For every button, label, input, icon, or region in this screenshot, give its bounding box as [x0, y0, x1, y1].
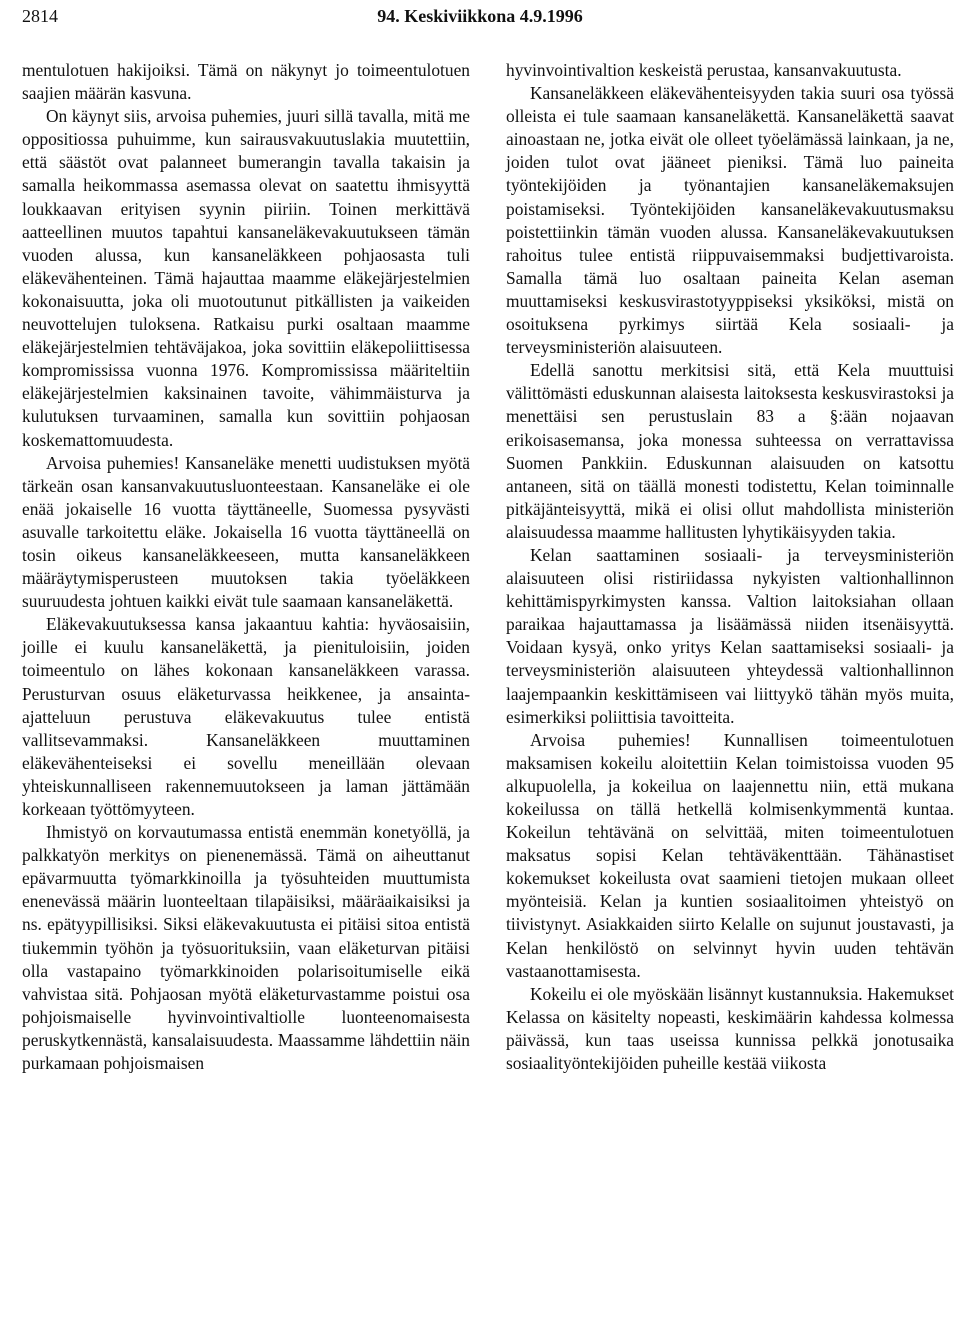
paragraph: Kokeilu ei ole myöskään lisännyt kustannuksia. Hakemukset Kelassa on käsitelty nopeasti, keskimäärin kahdessa kolmessa päivässä, kun taas useissa kunnissa pelkkä jonotusaika sosiaalityöntekijöiden puheille kestää viikosta — [506, 983, 954, 1074]
left-column — [22, 59, 470, 1075]
paragraph: mentulotuen hakijoiksi. Tämä on näkynyt jo toimeentulotuen saajien määrän kasvuna. — [22, 60, 470, 104]
paragraph: On käynyt siis, arvoisa puhemies, juuri sillä tavalla, mitä me oppositiossa puhuimme, kun sairausvakuutuslakia muutettiin, että säästöt ovat palanneet bumerangin tavalla takaisin ja samalla heikommassa asemassa olevat on saatettu ihmisyyttä loukkaavan erityisen syynin piiriin. Toinen merkittävä aatteellinen muutos tapahtui kansaneläkevakuutukseen tämän vuoden alussa, kun kansaneläkkeen pohjaosasta tuli eläkevähenteinen. Tämä hajauttaa maamme eläkejärjestelmien kokonaisuutta, joka oli muotoutunut pitkällisten ja vaikeiden neuvottelujen tuloksena. Ratkaisu purki osaltaan maamme eläkejärjestelmien tehtäväjakoa, joka sovittiin eläkepoliittisessa kompromississa vuonna 1976. Kompromississa määriteltiin eläkejärjestelmien kaksinainen tavoite, vähimmäisturva ja kulutuksen turvaaminen, samalla kun sovittiin pohjaosan koskemattomuudesta. — [22, 106, 470, 450]
paragraph: Eläkevakuutuksessa kansa jakaantuu kahtia: hyväosaisiin, joille ei kuulu kansaneläkettä, ja pienituloisiin, joiden toimeentulo on lähes kokonaan kansaneläkkeen varassa. Perusturvan osuus eläketurvassa heikkenee, ja ansainta-ajatteluun perustuva eläkevakuutus tulee entistä vallitsevammaksi. Kansaneläkkeen muuttaminen eläkevähenteiseksi ei sovellu meneillään olevaan yhteiskunnalliseen rakennemuutokseen ja laman jättämään korkeaan työttömyyteen. — [22, 614, 470, 819]
paragraph: Ihmistyö on korvautumassa entistä enemmän konetyöllä, ja palkkatyön merkitys on pienenemässä. Tämä on aiheuttanut epävarmuutta työmarkkinoilla ja työsuhteiden muuttumista enenevässä määrin luonteeltaan tilapäisiksi, määräaikaisiksi ja ns. epätyypillisiksi. Siksi eläkevakuutusta ei pitäisi sitoa entistä tiukemmin työhön ja työsuorituksiin, vaan eläketurvan pitäisi olla vastapaino työmarkkinoiden polarisoitumiselle eikä vahvistaa sitä. Pohjaosan myötä eläketurvastamme poistui osa pohjoismaiselle hyvinvointivaltiolle luonteenomaisesta peruskytkennästä, kansalaisuudesta. Maassamme lähdettiin näin purkamaan pohjoismaisen — [22, 822, 470, 1074]
paragraph: Arvoisa puhemies! Kunnallisen toimeentulotuen maksamisen kokeilu aloitettiin Kelan toimistoissa vuoden 95 alkupuolella, ja kokeilua on laajennettu niin, että mukana kokeilussa on tällä hetkellä kolmisenkymmentä kuntaa. Kokeilun tehtävänä on selvittää, miten toimeentulotuen maksatus sopisi Kelan tehtäväkenttään. Tähänastiset kokemukset kokeilusta ovat saamieni tietojen mukaan olleet myönteisiä. Kelan ja kuntien sosiaalitoimen yhteistyö on tiivistynyt. Asiakkaiden siirto Kelalle on sujunut joustavasti, ja Kelan henkilöstö on selvinnyt hyvin uuden tehtävän vastaanottamisesta. — [506, 729, 954, 981]
paragraph: Kansaneläkkeen eläkevähenteisyyden takia suuri osa työssä olleista ei tule saamaan kansaneläkettä. Kansaneläkettä saavat ainoastaan ne, jotka eivät ole olleet työelämässä lainkaan, ja ne, joiden tulot ovat jääneet pieniksi. Tämä luo paineita työntekijöiden ja työnantajien kansaneläkemaksujen poistamiseksi. Työntekijöiden kansaneläkevakuutusmaksu poistettiinkin tämän vuoden alussa. Kansaneläkevakuutuksen rahoitus tulee entistä riippuvaisemmaksi budjettivaroista. Samalla tämä luo osaltaan paineita Kelan aseman muuttamiseksi keskusvirastotyyppiseksi yksiköksi, mistä on osoituksena pyrkimys siirtää Kela sosiaali- ja terveysministeriön alaisuuteen. — [506, 83, 954, 358]
paragraph: Arvoisa puhemies! Kansaneläke menetti uudistuksen myötä tärkeän osan kansanvakuutusluonteestaan. Kansaneläke ei ole enää jokaiselle 16 vuotta täyttäneelle, Suomessa pysyvästi asuvalle tarkoitettu eläke. Jokaisella 16 vuotta täyttäneellä on tosin oikeus kansaneläkkeeseen, mutta kansaneläkkeen määräytymisperusteen muutoksen takia työeläkkeen suuruudesta johtuen kaikki eivät tule saamaan kansaneläkettä. — [22, 452, 470, 612]
page-header — [22, 6, 938, 32]
right-column — [506, 59, 954, 1075]
issue-title: 94. Keskiviikkona 4.9.1996 — [377, 6, 583, 26]
paragraph: hyvinvointivaltion keskeistä perustaa, kansanvakuutusta. — [506, 60, 902, 80]
paragraph: Kelan saattaminen sosiaali- ja terveysministeriön alaisuuteen olisi ristiriidassa nykyisten valtionhallinnon kehittämispyrkimysten kanssa. Valtion laitoksiahan ollaan paraikaa hajauttamassa ja lisäämässä niiden itsenäisyyttä. Voidaan kysyä, onko yritys Kelan saattamiseksi sosiaali- ja terveysministeriön alaisuuteen yhteydessä valtionhallinnon laajempaankin keskittämiseen vai liittyykö tähän myös muita, esimerkiksi poliittisia tavoitteita. — [506, 544, 954, 727]
paragraph: Edellä sanottu merkitsisi sitä, että Kela muuttuisi välittömästi eduskunnan alaisesta laitoksesta keskusvirastoksi ja menettäisi sen perustuslain 83 a §:ään nojaavan erikoisasemansa, joka monessa suhteessa on verrattavissa Suomen Pankkiin. Eduskunnan alaisuuden on katsottu antaneen, sitä on täällä monesti todistettu, Kelan toiminnalle pitkäjänteisyyttä, mikä ei olisi ollut mahdollista ministeriön alaisuudessa maamme hallitusten lyhytikäisyyden takia. — [506, 360, 954, 542]
page-number: 2814 — [22, 6, 58, 26]
